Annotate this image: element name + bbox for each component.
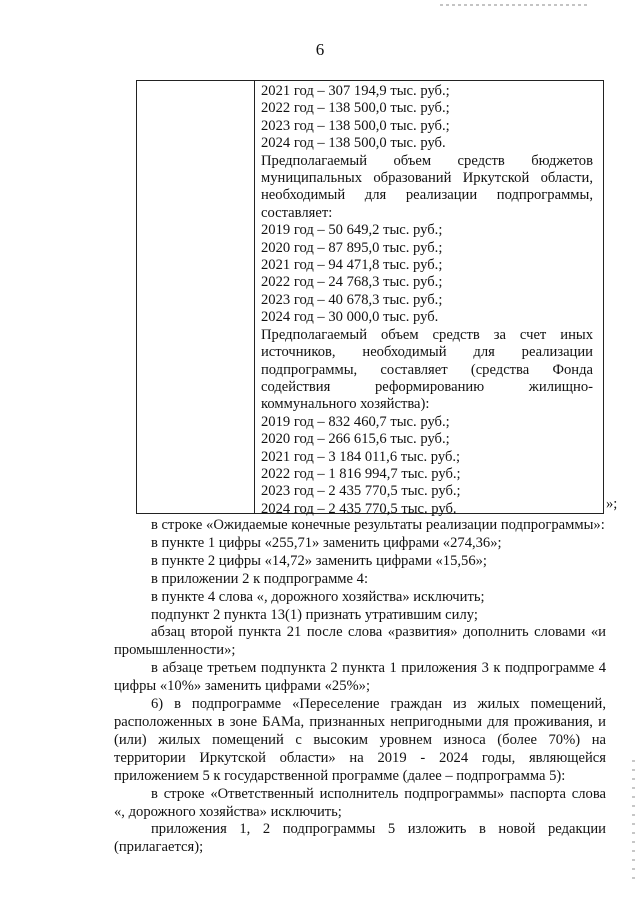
table-line: подпрограммы, составляет (средства Фонда (261, 361, 593, 378)
table-line: муниципальных образований Иркутской области, (261, 170, 593, 187)
table-line: 2024 год – 2 435 770,5 тыс. руб. (261, 500, 457, 517)
table-line: Предполагаемый объем средств за счет иных (261, 326, 593, 343)
table-line: составляет: (261, 204, 333, 221)
paragraph: в приложении 2 к подпрограмме 4: (151, 570, 369, 587)
table-line: 2021 год – 307 194,9 тыс. руб.; (261, 83, 450, 99)
table-line: 2022 год – 24 768,3 тыс. руб.; (261, 274, 443, 291)
table-line: 2024 год – 30 000,0 тыс. руб. (261, 309, 439, 326)
page-number: 6 (315, 40, 325, 59)
paragraph: в строке «Ответственный исполнитель подпрограммы» паспорта слова «, дорожного хозяйства» исключить; (114, 785, 606, 820)
table-line: Предполагаемый объем средств бюджетов (261, 152, 593, 169)
paragraph: абзац второй пункта 21 после слова «развития» дополнить словами «и промышленности»; (114, 624, 606, 659)
table-line: 2023 год – 40 678,3 тыс. руб.; (261, 291, 443, 308)
table-right-cell (261, 83, 593, 518)
table-line: необходимый для реализации подпрограммы, (261, 187, 593, 204)
table-line: 2022 год – 1 816 994,7 тыс. руб.; (261, 465, 461, 482)
table-line: 2024 год – 138 500,0 тыс. руб. (261, 135, 446, 152)
paragraph: подпункт 2 пункта 13(1) признать утратившим силу; (151, 606, 478, 623)
paragraph: приложения 1, 2 подпрограммы 5 изложить в новой редакции (прилагается); (114, 821, 606, 856)
table-line: 2021 год – 3 184 011,6 тыс. руб.; (261, 448, 461, 465)
document-body (114, 517, 606, 857)
table-line: 2023 год – 138 500,0 тыс. руб.; (261, 117, 450, 134)
table-line: коммунального хозяйства): (261, 396, 430, 413)
table-line: 2023 год – 2 435 770,5 тыс. руб.; (261, 483, 461, 500)
table-line: источников, необходимый для реализации (261, 344, 593, 361)
paragraph: в пункте 2 цифры «14,72» заменить цифрами «15,56»; (151, 552, 487, 569)
table-line: 2019 год – 832 460,7 тыс. руб.; (261, 413, 450, 430)
paragraph: в пункте 4 слова «, дорожного хозяйства» исключить; (151, 588, 485, 605)
table-line: 2019 год – 50 649,2 тыс. руб.; (261, 222, 443, 239)
paragraph: в строке «Ожидаемые конечные результаты реализации подпрограммы»: (151, 517, 605, 533)
table-line: 2020 год – 266 615,6 тыс. руб.; (261, 431, 450, 448)
table-closing-quote: »; (606, 496, 618, 512)
paragraph: 6) в подпрограмме «Переселение граждан из жилых помещений, расположенных в зоне БАМа, признанных непригодными для проживания, и (или) жилых помещений с высоким уровнем износа (более 70%) на территории Иркутской области» на 2019 - 2024 годы, являющейся приложением 5 к государственной программе (далее – подпрограмма 5): (114, 696, 606, 784)
paragraph: в пункте 1 цифры «255,71» заменить цифрами «274,36»; (151, 534, 502, 551)
table-line: 2021 год – 94 471,8 тыс. руб.; (261, 257, 443, 274)
scan-edge-artifact (632, 760, 635, 880)
table-column-divider (254, 81, 255, 513)
passport-table-fragment (136, 80, 604, 517)
table-line: содействия реформированию жилищно- (261, 378, 593, 395)
table-line: 2020 год – 87 895,0 тыс. руб.; (261, 239, 443, 256)
paragraph: в абзаце третьем подпункта 2 пункта 1 приложения 3 к подпрограмме 4 цифры «10%» заменить цифрами «25%»; (114, 660, 606, 695)
table-line: 2022 год – 138 500,0 тыс. руб.; (261, 100, 450, 117)
scan-artifact (440, 4, 590, 6)
